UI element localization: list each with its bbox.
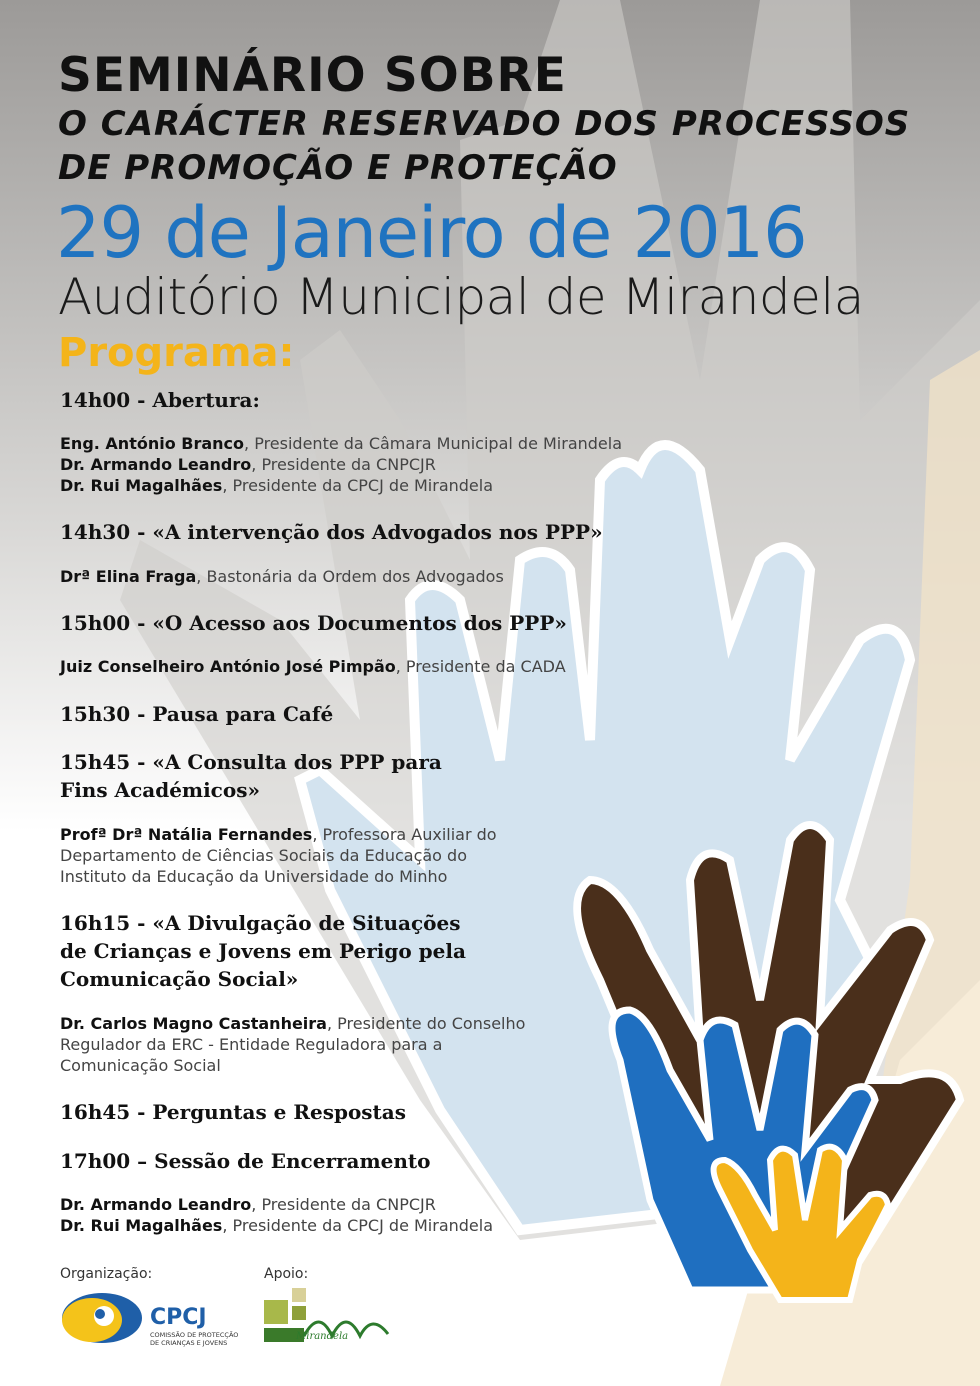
apoio-label: Apoio:	[264, 1266, 309, 1282]
speaker-line: Dr. Armando Leandro, Presidente da CNPCJR	[60, 455, 436, 474]
speaker-line: Drª Elina Fraga, Bastonária da Ordem dos Advogados	[60, 567, 504, 586]
cpcj-logo	[58, 1290, 146, 1350]
speaker-line: Dr. Rui Magalhães, Presidente da CPCJ de Mirandela	[60, 476, 494, 495]
speaker-line: Dr. Carlos Magno Castanheira, Presidente do Conselho	[60, 1014, 526, 1033]
session-heading: Fins Académicos»	[60, 778, 260, 802]
speaker-line: Juiz Conselheiro António José Pimpão, Presidente da CADA	[60, 657, 566, 676]
session-heading: de Crianças e Jovens em Perigo pela	[60, 939, 466, 963]
cpcj-name: CPCJ	[150, 1305, 207, 1330]
session-heading: 15h00 - «O Acesso aos Documentos dos PPP»	[60, 611, 567, 635]
session-heading: 17h00 – Sessão de Encerramento	[60, 1149, 431, 1173]
session-heading: 15h45 - «A Consulta dos PPP para	[60, 750, 442, 774]
event-date: 29 de Janeiro de 2016	[56, 192, 807, 274]
speaker-line: Dr. Armando Leandro, Presidente da CNPCJR	[60, 1195, 436, 1214]
speaker-line: Dr. Rui Magalhães, Presidente da CPCJ de Mirandela	[60, 1216, 494, 1235]
mirandela-text: Mirandela	[296, 1331, 349, 1342]
speaker-line: Instituto da Educação da Universidade do Minho	[60, 867, 448, 886]
session-heading: 16h45 - Perguntas e Respostas	[60, 1100, 407, 1124]
speaker-line: Regulador da ERC - Entidade Reguladora para a	[60, 1035, 443, 1054]
speaker-line: Departamento de Ciências Sociais da Educação do	[60, 846, 467, 865]
programa-heading: Programa:	[58, 330, 295, 376]
speaker-line: Eng. António Branco, Presidente da Câmara Municipal de Mirandela	[60, 434, 623, 453]
title-line-3: DE PROMOÇÃO E PROTEÇÃO	[58, 148, 618, 188]
session-heading: 14h30 - «A intervenção dos Advogados nos PPP»	[60, 520, 603, 544]
event-venue: Auditório Municipal de Mirandela	[58, 268, 864, 326]
session-heading: 15h30 - Pausa para Café	[60, 702, 334, 726]
speaker-line: Profª Drª Natália Fernandes, Professora Auxiliar do	[60, 825, 497, 844]
session-heading: Comunicação Social»	[60, 967, 299, 991]
speaker-line: Comunicação Social	[60, 1056, 221, 1075]
session-heading: 14h00 - Abertura:	[60, 388, 260, 412]
session-heading: 16h15 - «A Divulgação de Situações	[60, 911, 461, 935]
title-line-2: O CARÁCTER RESERVADO DOS PROCESSOS	[58, 104, 911, 144]
cpcj-subtitle: COMISSÃO DE PROTECÇÃO DE CRIANÇAS E JOVENS	[150, 1331, 239, 1347]
organizacao-label: Organização:	[60, 1266, 153, 1282]
title-line-1: SEMINÁRIO SOBRE	[58, 48, 567, 103]
